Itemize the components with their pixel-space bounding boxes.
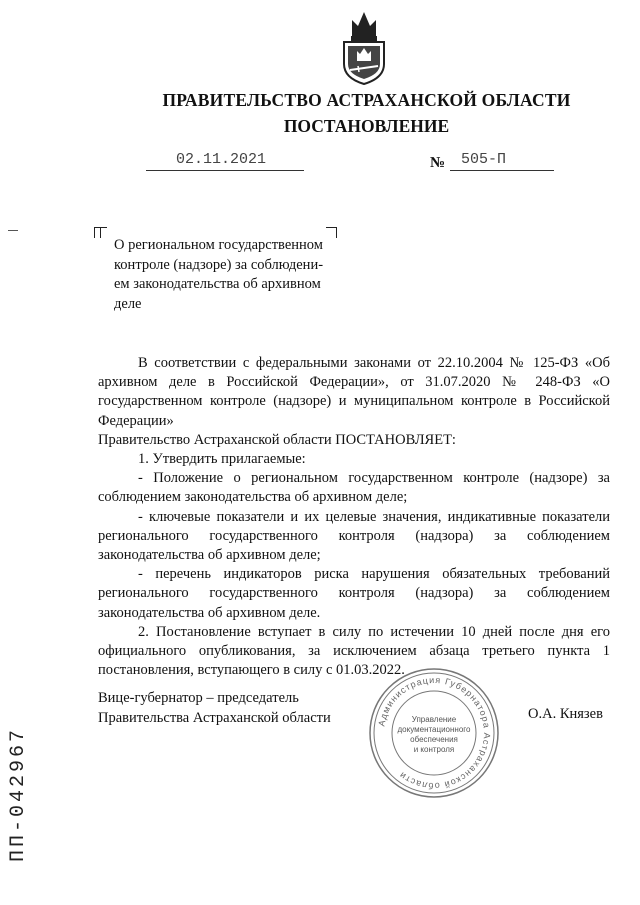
number-label: № [430,155,446,171]
document-subject: О региональном государственном контроле (надзоре) за соблюдени-ем законодательства об архивном деле [114,237,324,312]
form-serial-number: ПП-042967 [7,726,30,862]
number-underline [450,170,554,171]
item-1-indicators: - ключевые показатели и их целевые значения, индикативные показатели регионального государственного контроля (надзора) за соблюдением законодательства об архивном деле; [98,508,610,564]
margin-mark [8,230,18,231]
enactment-line: Правительство Астраханской области ПОСТАНОВЛЯЕТ: [98,431,456,448]
stamp-center-line-2: документационного [397,725,471,734]
document-kind: ПОСТАНОВЛЕНИЕ [283,116,450,136]
signatory-name: О.А. Князев [528,706,603,722]
position-line-1: Вице-губернатор – председатель [98,690,299,706]
stamp-ring-text: Администрация Губернатора Астраханской области [376,674,493,792]
stamp-center-line-3: обеспечения [410,735,458,744]
coat-of-arms-icon [336,6,392,86]
item-1-risk-list: - перечень индикаторов риска нарушения обязательных требований регионального государственного контроля (надзора) за соблюдением законодательства об архивном деле. [98,566,610,621]
subject-corner-left-inner [100,227,107,238]
preamble-paragraph: В соответствии с федеральными законами от 22.10.2004 № 125-ФЗ «Об архивном деле в Российской Федерации», от 31.07.2020 № 248-ФЗ «О государственном контроле (надзоре) и муниципальном контроле в Российской Федерации» [98,355,610,429]
signatory-position [98,689,331,728]
item-2: 2. Постановление вступает в силу по истечении 10 дней после дня его официального опубликования, за исключением абзаца третьего пункта 1 постановления, вступающего в силу с 01.03.2022. [98,623,610,679]
organization-title: ПРАВИТЕЛЬСТВО АСТРАХАНСКОЙ ОБЛАСТИ [162,90,571,110]
document-number: 505-П [461,151,507,168]
stamp-center-line-1: Управление [411,715,457,724]
document-body [98,354,610,680]
item-1-regulation: - Положение о региональном государственном контроле (надзоре) за соблюдением законодательства об архивном деле; [98,470,610,506]
item-1: 1. Утвердить прилагаемые: [138,451,306,468]
document-date: 02.11.2021 [176,151,267,168]
official-stamp [366,666,502,800]
date-underline [146,170,304,171]
position-line-2: Правительства Астраханской области [98,709,331,726]
stamp-center-line-4: и контроля [413,745,455,754]
